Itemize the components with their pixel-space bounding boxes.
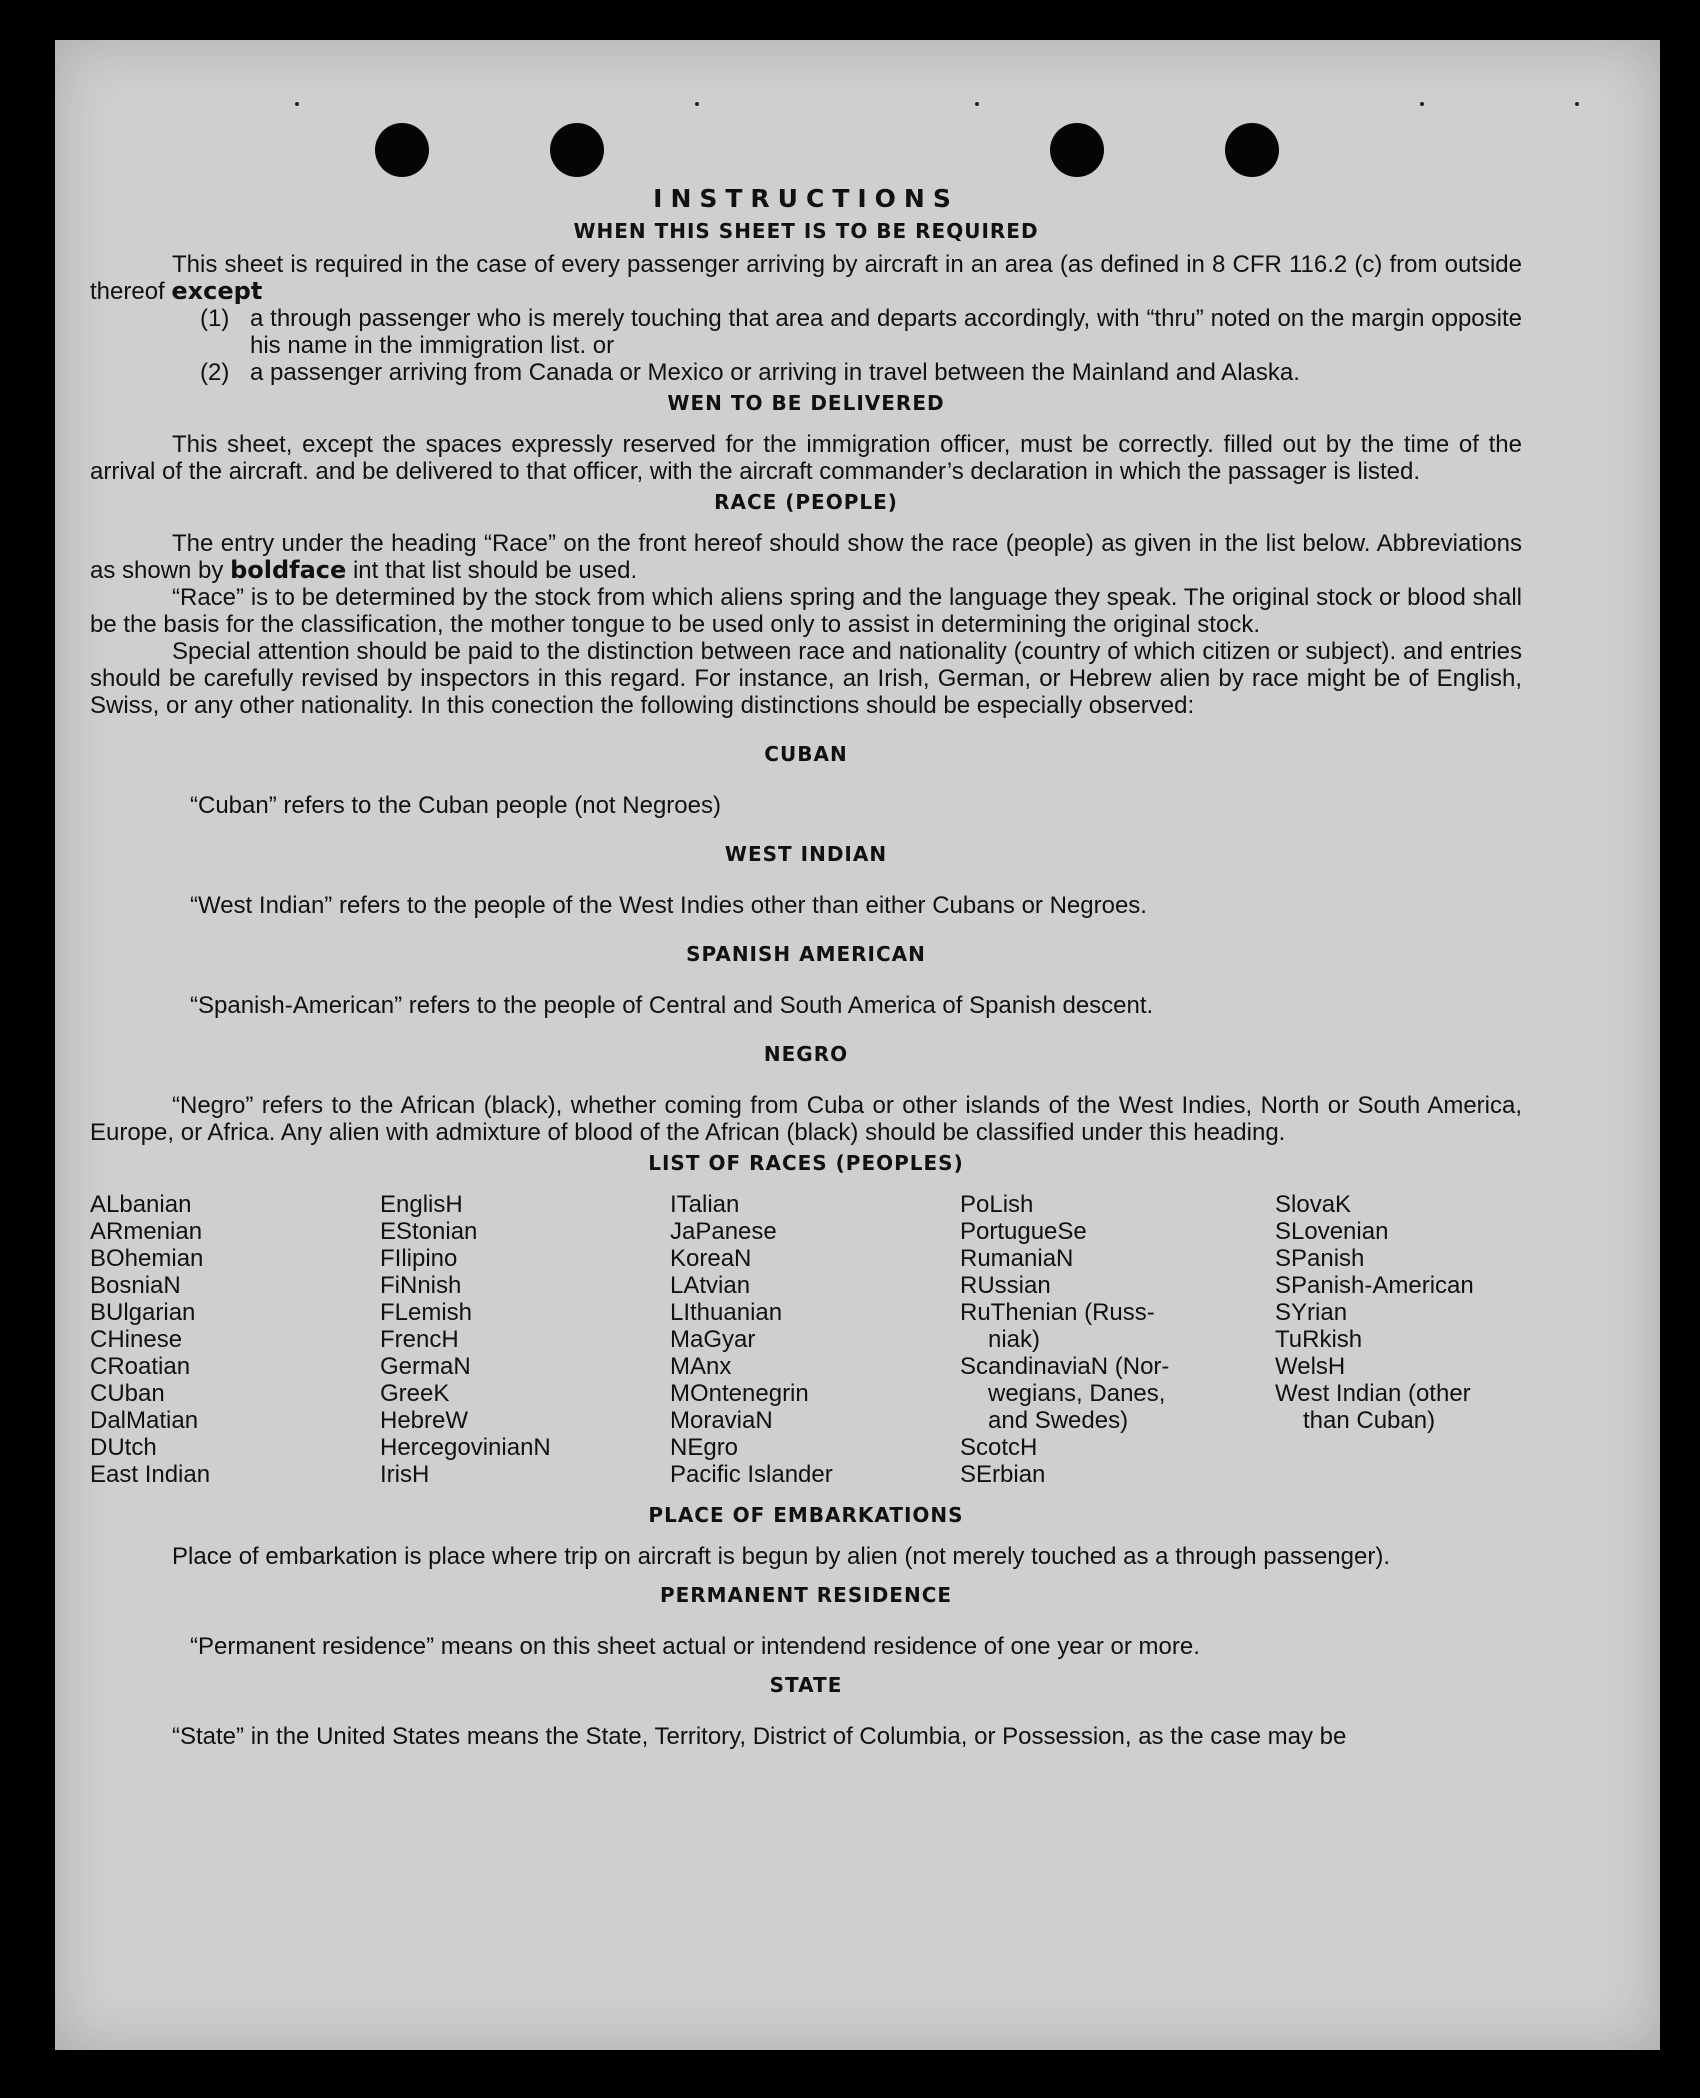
heading-state: STATE [769, 1673, 843, 1697]
item-number: (1) [200, 305, 230, 332]
punch-hole [1225, 123, 1279, 177]
race-entry: FLemish [380, 1299, 473, 1326]
paragraph: “Spanish-American” refers to the people of Central and South America of Spanish descent. [190, 992, 1154, 1019]
race-entry: JaPanese [670, 1218, 777, 1245]
race-entry: West Indian (other [1275, 1380, 1471, 1407]
race-entry: ITalian [670, 1191, 740, 1218]
heading-when-required: WHEN THIS SHEET IS TO BE REQUIRED [573, 219, 1039, 243]
paragraph: Special attention should be paid to the distinction between race and nationality (country of which citizen or subject). and entries should be carefully revised by inspectors in this regard. For instance, an Irish, German, or Hebrew alien by race might be of English, Swiss, or any other nationality. In this conection the following distinctions should be especially observed: [90, 638, 1522, 719]
paragraph [90, 251, 1522, 305]
race-entry: RuThenian (Russ- [960, 1299, 1155, 1326]
race-entry: East Indian [90, 1461, 211, 1488]
list-item [90, 305, 1522, 359]
race-entry: MAnx [670, 1353, 732, 1380]
race-entry: RumaniaN [960, 1245, 1074, 1272]
heading-spanish-american: SPANISH AMERICAN [686, 942, 926, 966]
race-entry: wegians, Danes, [988, 1380, 1166, 1407]
item-text: a passenger arriving from Canada or Mexico or arriving in travel between the Mainland and Alaska. [250, 359, 1300, 386]
paragraph: Place of embarkation is place where trip on aircraft is begun by alien (not merely touched as a through passenger). [172, 1543, 1390, 1570]
item-text: a through passenger who is merely touching that area and departs accordingly, with “thru” noted on the margin opposite his name in the immigration list. or [250, 305, 1522, 359]
race-entry: SLovenian [1275, 1218, 1389, 1245]
race-entry: ScandinaviaN (Nor- [960, 1353, 1170, 1380]
races-column [90, 1191, 380, 1488]
race-entry: FIlipino [380, 1245, 458, 1272]
paragraph: “Negro” refers to the African (black), whether coming from Cuba or other islands of the West Indies, North or South America, Europe, or Africa. Any alien with admixture of blood of the African (black) should be classified under this heading. [90, 1092, 1522, 1146]
race-entry: GermaN [380, 1353, 471, 1380]
race-entry: SPanish [1275, 1245, 1365, 1272]
race-entry: HercegovinianN [380, 1434, 551, 1461]
speck [695, 102, 699, 106]
race-entry: RUssian [960, 1272, 1051, 1299]
race-entry: EStonian [380, 1218, 478, 1245]
punch-hole [550, 123, 604, 177]
heading-west-indian: WEST INDIAN [724, 842, 888, 866]
heading-cuban: CUBAN [764, 742, 848, 766]
races-column [380, 1191, 670, 1488]
heading-negro: NEGRO [763, 1042, 849, 1066]
race-entry: ARmenian [90, 1218, 203, 1245]
paragraph: “West Indian” refers to the people of the West Indies other than either Cubans or Negroes. [190, 892, 1147, 919]
race-entry: SErbian [960, 1461, 1046, 1488]
race-entry: TuRkish [1275, 1326, 1363, 1353]
heading-residence: PERMANENT RESIDENCE [659, 1583, 953, 1607]
races-table [90, 1191, 1522, 1488]
race-entry: ScotcH [960, 1434, 1038, 1461]
punch-hole [1050, 123, 1104, 177]
heading-list-of-races: LIST OF RACES (PEOPLES) [648, 1151, 964, 1175]
race-entry: BUlgarian [90, 1299, 196, 1326]
paragraph: “Cuban” refers to the Cuban people (not Negroes) [190, 792, 721, 819]
race-entry: DUtch [90, 1434, 157, 1461]
race-entry: DalMatian [90, 1407, 199, 1434]
race-entry: MOntenegrin [670, 1380, 809, 1407]
text: This sheet is required in the case of every passenger arriving by aircraft in an area (as defined in 8 CFR 116.2 (c) from outside thereof [90, 251, 1522, 305]
race-entry: BOhemian [90, 1245, 204, 1272]
paragraph: “Race” is to be determined by the stock from which aliens spring and the language they speak. The original stock or blood shall be the basis for the classification, the mother tongue to be used only to assist in determining the original stock. [90, 584, 1522, 638]
heading-embarkation: PLACE OF EMBARKATIONS [648, 1503, 964, 1527]
paragraph: “Permanent residence” means on this sheet actual or intendend residence of one year or more. [190, 1633, 1200, 1660]
race-entry: CUban [90, 1380, 165, 1407]
races-column [670, 1191, 960, 1488]
page-title: INSTRUCTIONS [653, 184, 959, 213]
speck [975, 102, 979, 106]
race-entry: HebreW [380, 1407, 469, 1434]
race-entry: and Swedes) [988, 1407, 1129, 1434]
race-entry: Pacific Islander [670, 1461, 833, 1488]
heading-race: RACE (PEOPLE) [714, 490, 898, 514]
paragraph: This sheet, except the spaces expressly reserved for the immigration officer, must be correctly. filled out by the time of the arrival of the aircraft. and be delivered to that officer, with the aircraft commander’s declaration in which the passager is listed. [90, 431, 1522, 485]
race-entry: KoreaN [670, 1245, 752, 1272]
race-entry: MaGyar [670, 1326, 756, 1353]
race-entry: SlovaK [1275, 1191, 1352, 1218]
race-entry: FiNnish [380, 1272, 462, 1299]
race-entry: niak) [988, 1326, 1041, 1353]
race-entry: CRoatian [90, 1353, 191, 1380]
race-entry: SYrian [1275, 1299, 1348, 1326]
bold-text: boldface [230, 556, 347, 584]
speck [1575, 102, 1579, 106]
race-entry: IrisH [380, 1461, 430, 1488]
text: The entry under the heading “Race” on the front hereof should show the race (people) as given in the list below. Abbreviations as shown by [90, 530, 1522, 584]
race-entry: NEgro [670, 1434, 739, 1461]
instructions-text [90, 185, 1522, 1750]
race-entry: PortugueSe [960, 1218, 1087, 1245]
race-entry: FrencH [380, 1326, 459, 1353]
heading-delivered: WEN TO BE DELIVERED [667, 391, 945, 415]
race-entry: MoraviaN [670, 1407, 773, 1434]
bold-text: except [171, 277, 263, 305]
races-column [960, 1191, 1275, 1488]
text: int that list should be used. [346, 557, 638, 584]
race-entry: LAtvian [670, 1272, 751, 1299]
race-entry: LIthuanian [670, 1299, 783, 1326]
paragraph: “State” in the United States means the State, Territory, District of Columbia, or Possession, as the case may be [172, 1723, 1347, 1750]
list-item [90, 359, 1522, 386]
race-entry: CHinese [90, 1326, 183, 1353]
race-entry: WelsH [1275, 1353, 1346, 1380]
speck [1420, 102, 1424, 106]
races-column [1275, 1191, 1522, 1488]
paragraph [90, 530, 1522, 584]
race-entry: ALbanian [90, 1191, 192, 1218]
race-entry: than Cuban) [1303, 1407, 1436, 1434]
race-entry: SPanish-American [1275, 1272, 1474, 1299]
item-number: (2) [200, 359, 230, 386]
race-entry: GreeK [380, 1380, 450, 1407]
race-entry: PoLish [960, 1191, 1034, 1218]
speck [295, 102, 299, 106]
punch-hole [375, 123, 429, 177]
race-entry: EnglisH [380, 1191, 463, 1218]
race-entry: BosniaN [90, 1272, 181, 1299]
